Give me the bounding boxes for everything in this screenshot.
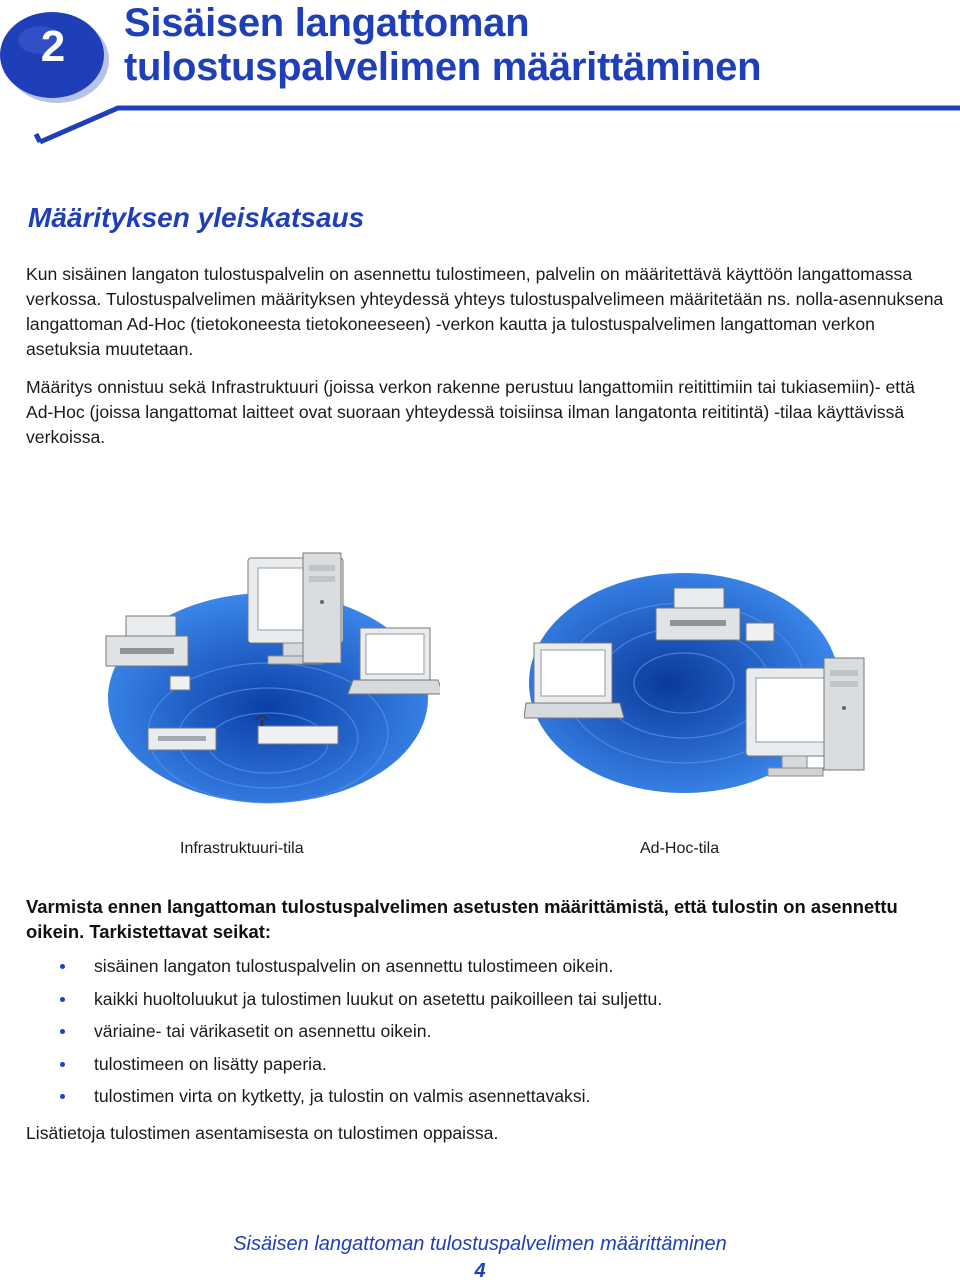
bullet-icon bbox=[60, 1029, 65, 1034]
footer-title: Sisäisen langattoman tulostuspalvelimen määrittäminen bbox=[233, 1233, 727, 1255]
laptop-icon bbox=[348, 628, 440, 694]
list-item bbox=[60, 953, 940, 986]
list-item-text: väriaine- tai värikasetit on asennettu oikein. bbox=[94, 1021, 432, 1041]
infrastructure-caption: Infrastruktuuri-tila bbox=[180, 840, 304, 857]
page-number: 4 bbox=[474, 1260, 486, 1282]
overview-paragraph-2: Määritys onnistuu sekä Infrastruktuuri (joissa verkon rakenne perustuu langattomiin reitittimiin tai tukiasemiin)- että Ad-Hoc (joissa langattomat laitteet ovat suoraan yhteydessä toisiinsa ilman langatonta reititintä) -tilaa käyttävissä verkoissa. bbox=[26, 377, 915, 447]
list-item-text: kaikki huoltoluukut ja tulostimen luukut on asetettu paikoilleen tai suljettu. bbox=[94, 988, 663, 1009]
section-title: Määrityksen yleiskatsaus bbox=[28, 202, 365, 233]
list-item-text: tulostimen virta on kytketty, ja tulostin on valmis asennettavaksi. bbox=[94, 1086, 591, 1106]
list-item bbox=[60, 1083, 940, 1116]
checklist bbox=[60, 953, 940, 1116]
chapter-title bbox=[124, 1, 761, 89]
infrastructure-mode-illustration bbox=[98, 498, 440, 830]
chapter-title-line1: Sisäisen langattoman bbox=[124, 1, 530, 45]
bullet-icon bbox=[60, 997, 65, 1002]
adhoc-caption: Ad-Hoc-tila bbox=[640, 840, 720, 857]
checklist-lead: Varmista ennen langattoman tulostuspalvelimen asetusten määrittämistä, että tulostin on asennettu oikein. Tarkistettavat seikat: bbox=[26, 896, 898, 942]
list-item-text: sisäinen langaton tulostuspalvelin on asennettu tulostimeen oikein. bbox=[94, 956, 614, 976]
adhoc-mode-illustration bbox=[524, 498, 870, 830]
chapter-title-line2: tulostuspalvelimen määrittäminen bbox=[124, 45, 762, 89]
overview-paragraph-1: Kun sisäinen langaton tulostuspalvelin on asennettu tulostimeen, palvelin on määritettävä käyttöön langattomassa verkossa. Tulostuspalvelimen määrityksen yhteydessä yhteys tulostuspalvelimeen määritetään ns. nolla-asennuksena langattoman Ad-Hoc (tietokoneesta tietokoneeseen) -verkon kautta ja tulostuspalvelimen langattoman verkon asetuksia muutetaan. bbox=[26, 264, 944, 359]
bullet-icon bbox=[60, 964, 65, 969]
chapter-number: 2 bbox=[40, 22, 66, 71]
laptop-icon bbox=[524, 643, 624, 718]
bullet-icon bbox=[60, 1094, 65, 1099]
list-item bbox=[60, 986, 940, 1019]
bullet-icon bbox=[60, 1062, 65, 1067]
list-item bbox=[60, 1018, 940, 1051]
more-info-text: Lisätietoja tulostimen asentamisesta on tulostimen oppaissa. bbox=[26, 1123, 499, 1143]
list-item bbox=[60, 1051, 940, 1084]
list-item-text: tulostimeen on lisätty paperia. bbox=[94, 1053, 327, 1074]
